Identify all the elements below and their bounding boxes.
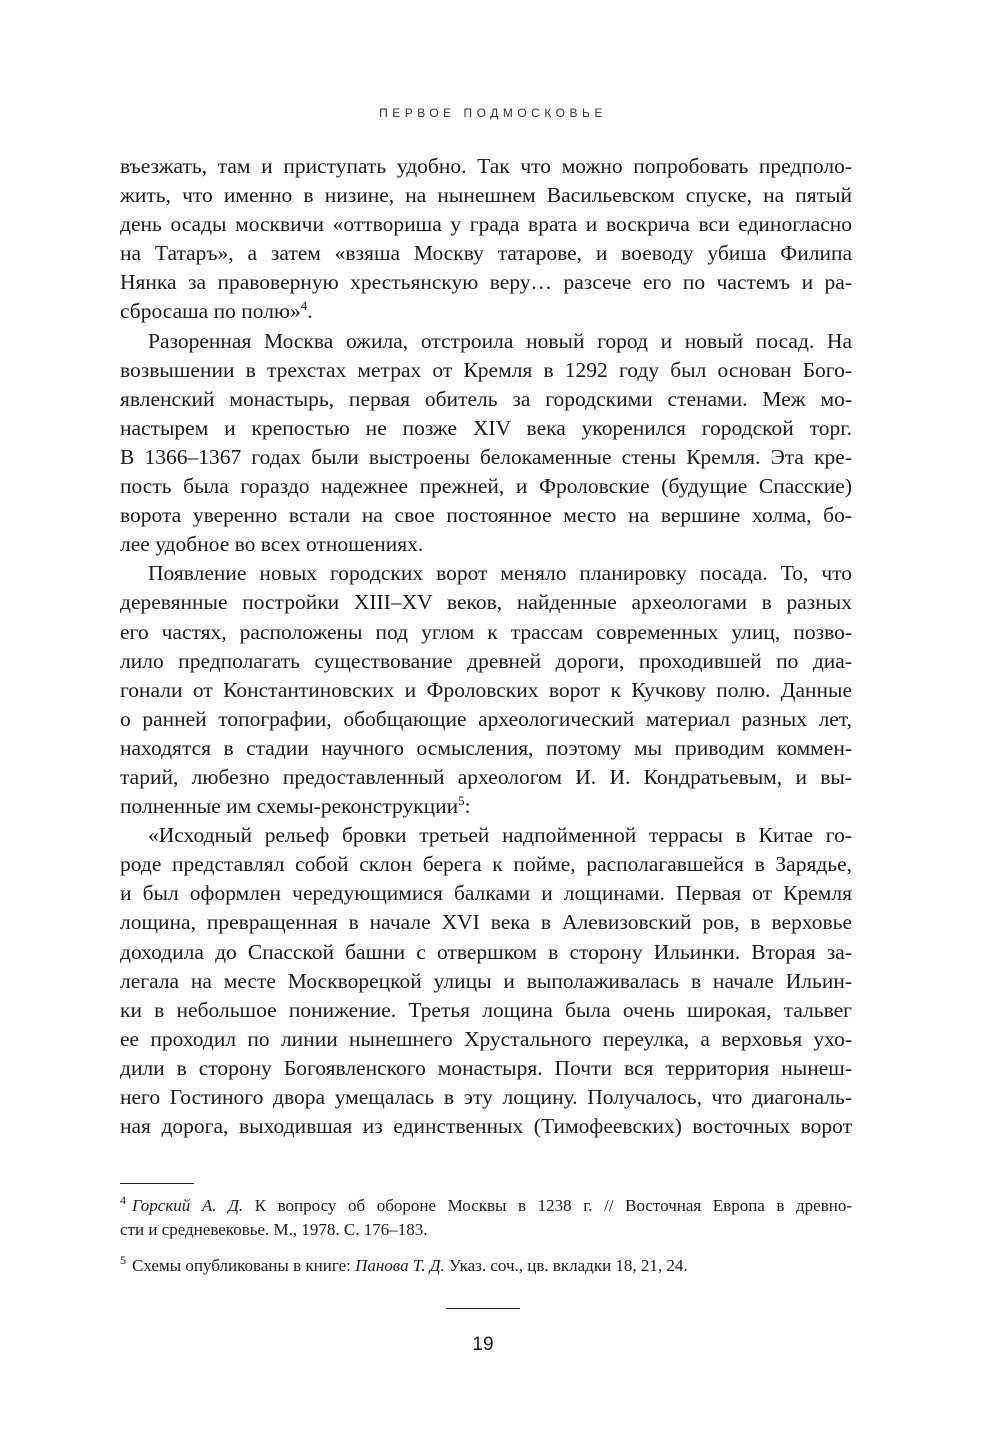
main-text xyxy=(120,152,852,1141)
text-line: лощина, превращенная в начале XVI века в Алевизовский ров, в верховье xyxy=(120,910,852,935)
text-line: полненные им схемы-реконструкции$^5$: xyxy=(120,792,471,819)
text-line: явленский монастырь, первая обитель за городскими стенами. Меж мо- xyxy=(120,386,852,411)
footnote-text: К вопросу об обороне Москвы в 1238 г. // Восточная Европа в древно- xyxy=(243,1196,852,1215)
text-line: сбросаша по полю»$^4$. xyxy=(120,298,313,324)
text-line: пость была гораздо надежнее прежней, и Фроловские (будущие Спасские) xyxy=(120,474,852,499)
text-line: ки в небольшое понижение. Третья лощина была очень широкая, тальвег xyxy=(120,997,852,1022)
text-line: настырем и крепостью не позже XIV века укоренился городской торг. xyxy=(120,415,852,440)
page-number: 19 xyxy=(472,1334,494,1355)
text-line: о ранней топографии, обобщающие археологический материал разных лет, xyxy=(120,706,852,731)
text-line: него Гостиного двора умещалась в эту лощину. Получалось, что диагональ- xyxy=(120,1085,852,1109)
text-line: на Татаръ», а затем «взяша Москву татарове, и воеводу убиша Филипа xyxy=(120,241,852,266)
text-line: доходила до Спасской башни с отвершком в сторону Ильинки. Вторая за- xyxy=(120,939,852,964)
footnote-number: 5 xyxy=(120,1254,126,1268)
text-line: ее проходил по линии нынешнего Хрустального переулка, а верховья ухо- xyxy=(120,1026,852,1051)
text-line: ворота уверенно встали на свое постоянное место на вершине холма, бо- xyxy=(120,503,852,528)
running-head: ПЕРВОЕ ПОДМОСКОВЬЕ xyxy=(379,106,607,120)
footnote-5 xyxy=(120,1254,852,1278)
text-line: ная дорога, выходившая из единственных (Тимофеевских) восточных ворот xyxy=(120,1114,852,1139)
text-line: Нянка за правоверную хрестьянскую веру… разсече его по частемъ и ра- xyxy=(120,270,852,295)
footnote-number: 4 xyxy=(120,1194,126,1208)
footnote-divider xyxy=(120,1183,194,1184)
footnote-text: Схемы опубликованы в книге: xyxy=(132,1256,356,1275)
footnote-text: Указ. соч., цв. вкладки 18, 21, 24. xyxy=(444,1256,688,1275)
text-line: находятся в стадии научного осмысления, поэтому мы приводим коммен- xyxy=(120,735,852,760)
text-line-content: сбросаша по полю» xyxy=(120,299,301,324)
footnote-4-line-2: сти и средневековье. М., 1978. С. 176–183. xyxy=(120,1220,428,1239)
text-line: легала на месте Москворецкой улицы и выполаживалась в начале Ильин- xyxy=(120,968,852,993)
footnotes xyxy=(120,1194,852,1278)
text-line: В 1366–1367 годах были выстроены белокаменные стены Кремля. Эта кре- xyxy=(120,444,852,469)
text-line: день осады москвичи «оттвориша у града врата и воскрича вси единогласно xyxy=(120,212,852,237)
text-line: лило предполагать существование древней дороги, проходившей по диа- xyxy=(120,648,852,673)
text-line: и был оформлен чередующимися балками и лощинами. Первая от Кремля xyxy=(120,881,852,906)
text-line: возвышении в трехстах метрах от Кремля в 1292 году был основан Бого- xyxy=(120,357,852,382)
footnote-author: Панова Т. Д. xyxy=(355,1256,445,1275)
footnote-4-line-1 xyxy=(120,1194,852,1218)
text-line-content: полненные им схемы-реконструкции xyxy=(120,794,459,819)
text-line: лее удобное во всех отношениях. xyxy=(120,532,424,557)
text-line: деревянные постройки XIII–XV веков, найденные археологами в разных xyxy=(120,590,852,615)
text-line: его частях, расположены под углом к трассам современных улиц, позво- xyxy=(120,619,852,644)
text-line: жить, что именно в низине, на нынешнем Васильевском спуске, на пятый xyxy=(120,183,852,208)
text-line: дили в сторону Богоявленского монастыря. Почти вся территория нынеш- xyxy=(120,1055,852,1080)
footnote-ref-5[interactable]: 5 xyxy=(458,792,465,808)
text-line: Появление новых городских ворот меняло планировку посада. То, что xyxy=(148,561,852,586)
footnote-author: Горский А. Д. xyxy=(132,1196,244,1215)
text-line: Разоренная Москва ожила, отстроила новый город и новый посад. На xyxy=(148,328,852,353)
text-line: «Исходный рельеф бровки третьей надпойменной террасы в Китае го- xyxy=(148,823,852,848)
text-line: роде представлял собой склон берега к пойме, располагавшейся в Зарядье, xyxy=(120,852,852,877)
text-line: гонали от Константиновских и Фроловских ворот к Кучкову полю. Данные xyxy=(120,677,852,702)
footnote-ref-4[interactable]: 4 xyxy=(300,298,308,314)
text-line: тарий, любезно предоставленный археологом И. И. Кондратьевым, и вы- xyxy=(120,764,852,789)
page-number-divider xyxy=(446,1308,520,1309)
text-line: въезжать, там и приступать удобно. Так что можно попробовать предполо- xyxy=(120,154,852,178)
